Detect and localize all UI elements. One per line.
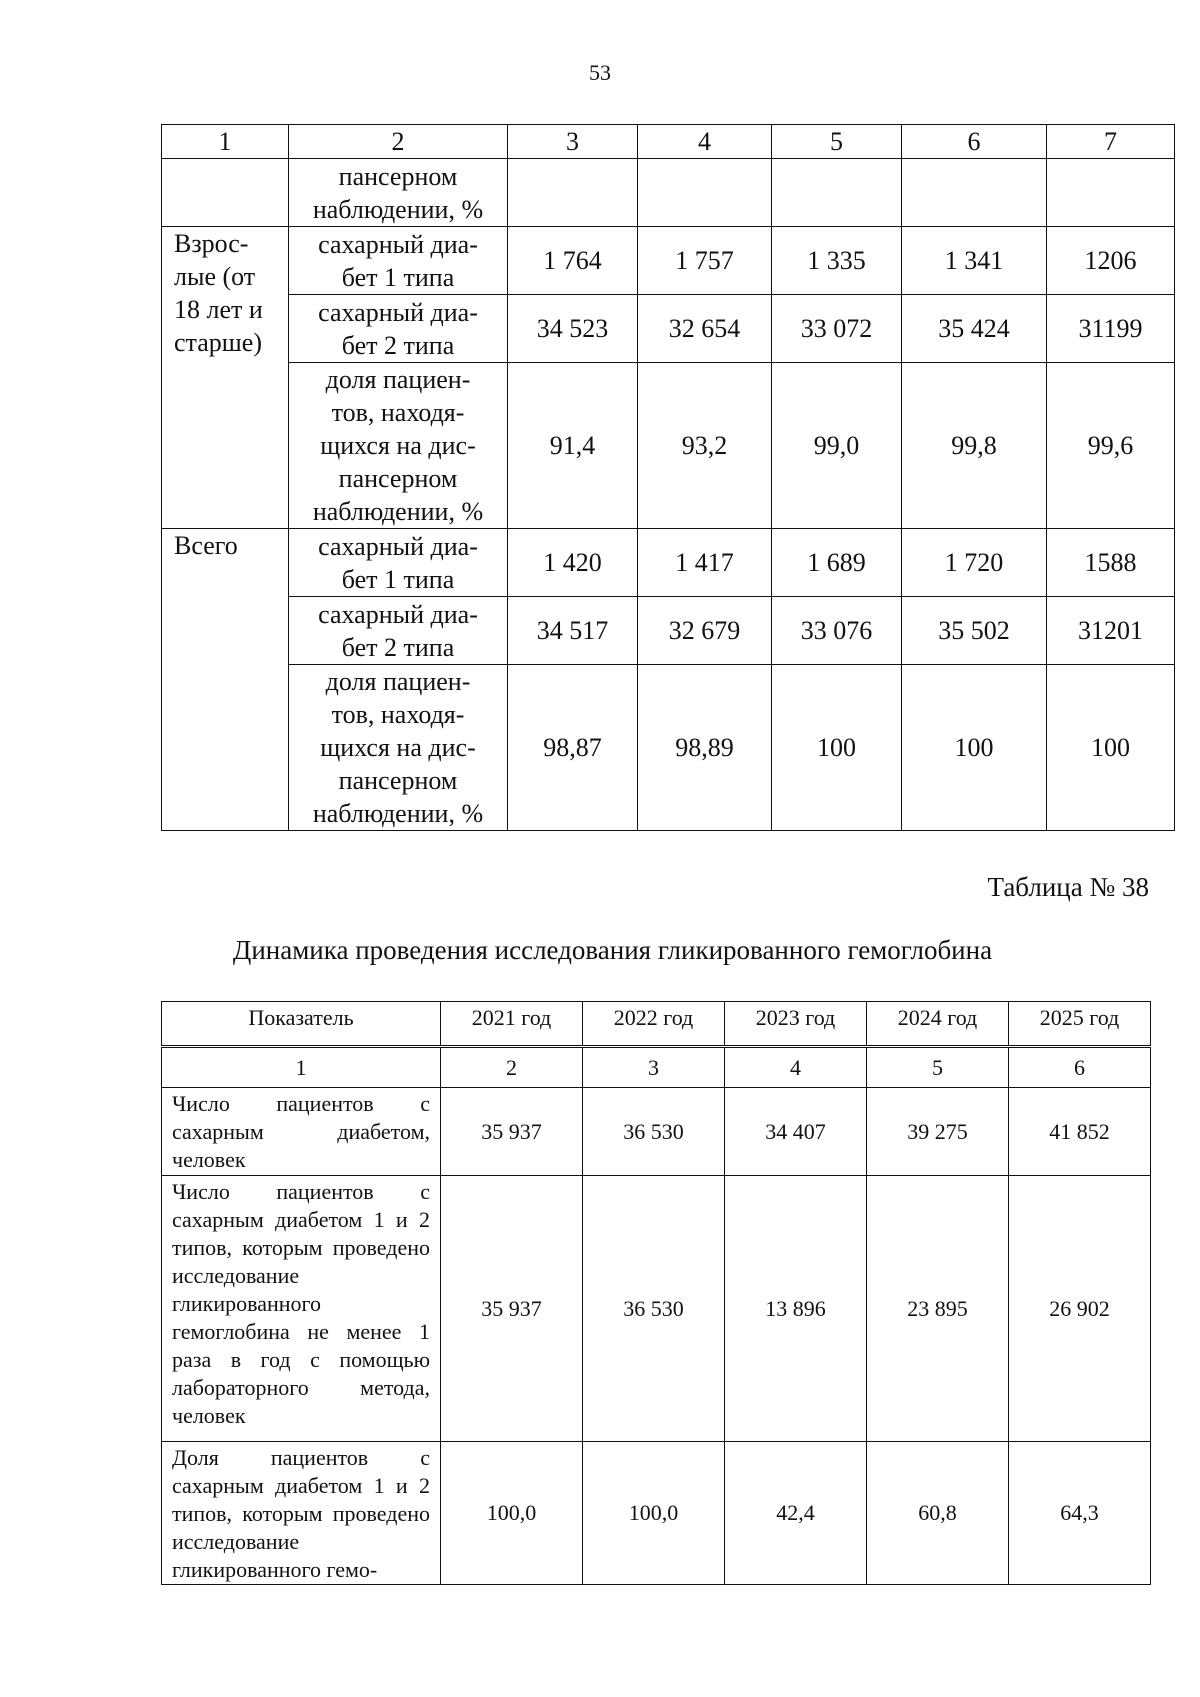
- indicator-text: наблюдении, %: [312, 194, 484, 224]
- value-cell: 1588: [1047, 529, 1175, 597]
- table-number: Таблица № 38: [987, 872, 1149, 902]
- header-cell: 2021 год: [441, 1002, 583, 1046]
- value-cell: 99,8: [902, 363, 1047, 529]
- value-cell: 36 530: [583, 1176, 725, 1442]
- value-cell: 100: [902, 665, 1047, 831]
- col-number: 4: [725, 1048, 867, 1088]
- empty-cell: [902, 159, 1047, 227]
- value-cell: 34 517: [508, 597, 638, 665]
- indicator-cell: [289, 159, 508, 227]
- value-cell: 31201: [1047, 597, 1175, 665]
- empty-cell: [638, 159, 772, 227]
- value-cell: 42,4: [725, 1442, 867, 1585]
- indicator-text: Доля пациентов с сахарным диабетом 1 и 2 типов, которым проведено исследование гликированного гемо-: [172, 1445, 430, 1582]
- value-cell: 100,0: [583, 1442, 725, 1585]
- value-cell: 1 764: [508, 227, 638, 295]
- indicator-cell: доля пациен- тов, находя- щихся на дис- пансерном наблюдении, %: [289, 363, 508, 529]
- value-cell: 23 895: [867, 1176, 1009, 1442]
- table-row: [162, 529, 1175, 597]
- value-cell: 100: [1047, 665, 1175, 831]
- value-cell: 1 720: [902, 529, 1047, 597]
- indicator-cell: сахарный диа- бет 2 типа: [289, 295, 508, 363]
- empty-cell: [772, 159, 902, 227]
- header-cell: 2024 год: [867, 1002, 1009, 1046]
- value-cell: 60,8: [867, 1442, 1009, 1585]
- indicator-text: пансерном: [338, 161, 458, 191]
- value-cell: 64,3: [1009, 1442, 1151, 1585]
- column-number-row: [162, 1048, 1151, 1088]
- col-number: 5: [867, 1048, 1009, 1088]
- value-cell: 39 275: [867, 1088, 1009, 1176]
- col-number: 1: [162, 1048, 441, 1088]
- value-cell: 33 076: [772, 597, 902, 665]
- value-cell: 35 424: [902, 295, 1047, 363]
- col-number: 1: [162, 125, 289, 159]
- value-cell: 1 689: [772, 529, 902, 597]
- col-number: 3: [508, 125, 638, 159]
- value-cell: 13 896: [725, 1176, 867, 1442]
- table-row: [162, 665, 1175, 831]
- col-number: 2: [289, 125, 508, 159]
- table-row: [162, 227, 1175, 295]
- value-cell: 1 335: [772, 227, 902, 295]
- value-cell: 99,6: [1047, 363, 1175, 529]
- value-cell: 35 937: [441, 1176, 583, 1442]
- col-number: 2: [441, 1048, 583, 1088]
- indicator-cell: Число пациентов с сахарным диабетом 1 и 2 типов, которым проведено исследование гликированного гемоглобина не менее 1 раза в год с помощью лабораторного метода, человек: [162, 1176, 441, 1442]
- empty-cell: [162, 159, 289, 227]
- table-title: Динамика проведения исследования гликированного гемоглобина: [232, 935, 993, 965]
- value-cell: 26 902: [1009, 1176, 1151, 1442]
- value-cell: 32 679: [638, 597, 772, 665]
- col-number: 6: [902, 125, 1047, 159]
- col-number: 6: [1009, 1048, 1151, 1088]
- indicator-cell: сахарный диа- бет 1 типа: [289, 227, 508, 295]
- col-number: 4: [638, 125, 772, 159]
- table-row: [162, 363, 1175, 529]
- value-cell: 93,2: [638, 363, 772, 529]
- value-cell: 98,89: [638, 665, 772, 831]
- indicator-cell: Число пациентов с сахарным диабетом, человек: [162, 1088, 441, 1176]
- value-cell: 1 341: [902, 227, 1047, 295]
- value-cell: 33 072: [772, 295, 902, 363]
- table-row: [162, 597, 1175, 665]
- header-cell: 2025 год: [1009, 1002, 1151, 1046]
- value-cell: 34 407: [725, 1088, 867, 1176]
- header-cell: 2023 год: [725, 1002, 867, 1046]
- empty-cell: [1047, 159, 1175, 227]
- value-cell: 100: [772, 665, 902, 831]
- indicator-cell: сахарный диа- бет 2 типа: [289, 597, 508, 665]
- table-38-header: [161, 1001, 1151, 1046]
- value-cell: 41 852: [1009, 1088, 1151, 1176]
- value-cell: 34 523: [508, 295, 638, 363]
- header-cell: Показатель: [162, 1002, 441, 1046]
- table-body: [162, 227, 1175, 831]
- value-cell: 91,4: [508, 363, 638, 529]
- continued-row: [162, 159, 1175, 227]
- table-body: [162, 1088, 1151, 1585]
- table-row: [162, 1088, 1151, 1176]
- group-label: Всего: [162, 529, 289, 831]
- indicator-cell: сахарный диа- бет 1 типа: [289, 529, 508, 597]
- table-row: [162, 295, 1175, 363]
- page-number: 53: [589, 60, 611, 85]
- col-number: 3: [583, 1048, 725, 1088]
- value-cell: 99,0: [772, 363, 902, 529]
- value-cell: 1 417: [638, 529, 772, 597]
- value-cell: 35 502: [902, 597, 1047, 665]
- group-label: Взрос- лые (от 18 лет и старше): [162, 227, 289, 529]
- col-number: 7: [1047, 125, 1175, 159]
- table-row: [162, 1176, 1151, 1442]
- header-cell: 2022 год: [583, 1002, 725, 1046]
- column-number-row: [162, 125, 1175, 159]
- value-cell: 100,0: [441, 1442, 583, 1585]
- col-number: 5: [772, 125, 902, 159]
- value-cell: 32 654: [638, 295, 772, 363]
- empty-cell: [508, 159, 638, 227]
- indicator-cell: [162, 1442, 441, 1585]
- indicator-cell: доля пациен- тов, находя- щихся на дис- пансерном наблюдении, %: [289, 665, 508, 831]
- value-cell: 36 530: [583, 1088, 725, 1176]
- table-row: [162, 1442, 1151, 1585]
- table-38: [161, 1047, 1151, 1585]
- value-cell: 1 420: [508, 529, 638, 597]
- value-cell: 1 757: [638, 227, 772, 295]
- value-cell: 1206: [1047, 227, 1175, 295]
- value-cell: 35 937: [441, 1088, 583, 1176]
- value-cell: 31199: [1047, 295, 1175, 363]
- value-cell: 98,87: [508, 665, 638, 831]
- table-continuation: [161, 124, 1175, 831]
